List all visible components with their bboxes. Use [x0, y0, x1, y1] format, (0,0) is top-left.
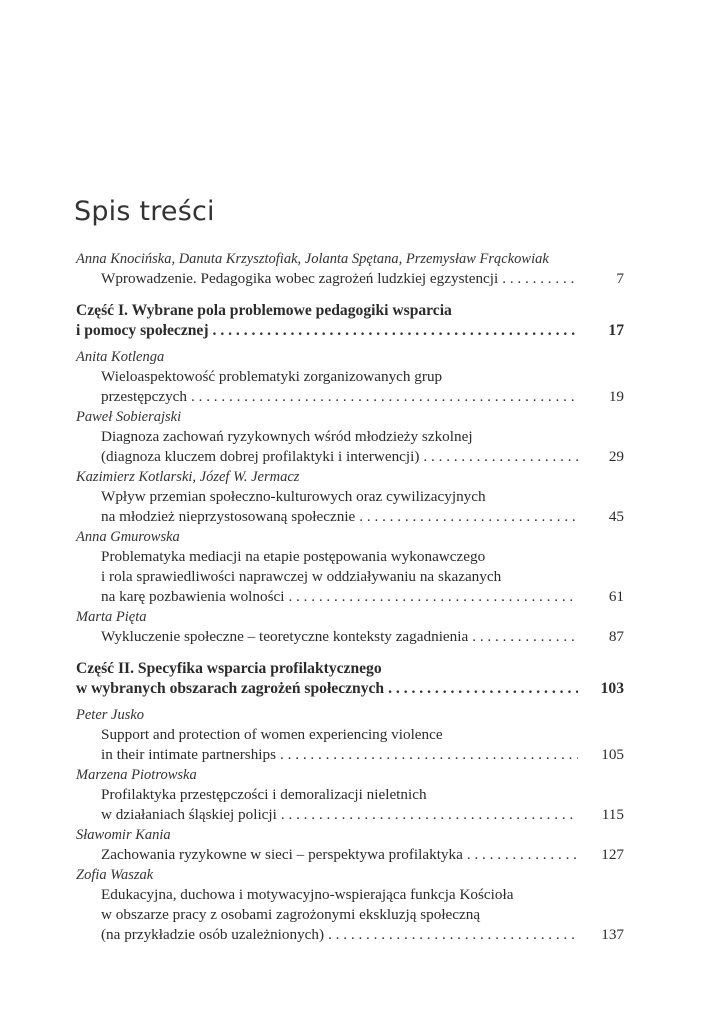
part-title-line2: w wybranych obszarach zagrożeń społecznych [76, 680, 385, 697]
entry-title-last: Wykluczenie społeczne – teoretyczne konteksty zagadnienia [101, 628, 469, 645]
entry-author: Zofia Waszak [76, 867, 154, 883]
entry-author: Paweł Sobierajski [76, 409, 182, 425]
page-number: 19 [608, 388, 624, 405]
page-number: 45 [608, 508, 624, 525]
toc-entry [76, 865, 624, 945]
dot-leader [419, 447, 578, 467]
toc-entry [76, 527, 624, 607]
entry-author: Anna Knocińska, Danuta Krzysztofiak, Jolanta Spętana, Przemysław Frąckowiak [76, 251, 549, 267]
entry-title-line: Wpływ przemian społeczno-kulturowych oraz cywilizacyjnych [101, 488, 486, 505]
part-heading-1 [76, 301, 624, 341]
entry-title-last: in their intimate partnerships [101, 746, 277, 763]
entry-title-last: Zachowania ryzykowne w sieci – perspektywa profilaktyka [101, 846, 463, 863]
toc-entry [76, 607, 624, 647]
dot-leader [468, 627, 578, 647]
part-heading-2 [76, 659, 624, 699]
entry-title-line: w obszarze pracy z osobami zagrożonymi ekskluzją społeczną [101, 906, 481, 923]
page-number: 115 [601, 806, 624, 823]
page-number: 105 [601, 746, 624, 763]
entry-author: Peter Jusko [76, 707, 145, 723]
entry-title: Wprowadzenie. Pedagogika wobec zagrożeń ludzkiej egzystencji [101, 270, 499, 287]
part-title-line2: i pomocy społecznej [76, 322, 209, 339]
toc-entry-intro [76, 249, 624, 289]
dot-leader [355, 507, 578, 527]
entry-author: Sławomir Kania [76, 827, 171, 843]
page-title: Spis treści [74, 196, 215, 227]
entry-title-last: na karę pozbawienia wolności [101, 588, 285, 605]
dot-leader [277, 805, 578, 825]
page-number: 127 [601, 846, 624, 863]
entry-title-line: i rola sprawiedliwości naprawczej w oddziaływaniu na skazanych [101, 568, 502, 585]
page-number: 103 [600, 680, 624, 697]
entry-author: Anna Gmurowska [76, 529, 180, 545]
dot-leader [284, 587, 578, 607]
entry-author: Kazimierz Kotlarski, Józef W. Jermacz [76, 469, 300, 485]
dot-leader [324, 925, 578, 945]
entry-author: Marzena Piotrowska [76, 767, 197, 783]
dot-leader [498, 269, 578, 289]
page-number: 61 [608, 588, 624, 605]
toc-entry [76, 765, 624, 825]
toc-entry [76, 347, 624, 407]
toc-entry [76, 467, 624, 527]
part-title-line1: Część I. Wybrane pola problemowe pedagogiki wsparcia [76, 302, 452, 319]
dot-leader [276, 745, 578, 765]
page-number: 7 [616, 270, 624, 287]
entry-title-line: Diagnoza zachowań ryzykownych wśród młodzieży szkolnej [101, 428, 473, 445]
entry-title-last: w działaniach śląskiej policji [101, 806, 277, 823]
entry-title-line: Wieloaspektowość problematyki zorganizowanych grup [101, 368, 443, 385]
entry-title-line: Support and protection of women experiencing violence [101, 726, 443, 743]
page-number: 29 [608, 448, 624, 465]
entry-title-line: Edukacyjna, duchowa i motywacyjno-wspierająca funkcja Kościoła [101, 886, 514, 903]
entry-title-line: Problematyka mediacji na etapie postępowania wykonawczego [101, 548, 486, 565]
toc-entry [76, 825, 624, 865]
table-of-contents [76, 249, 624, 945]
dot-leader [463, 845, 578, 865]
page-number: 87 [608, 628, 624, 645]
entry-title-last: (diagnoza kluczem dobrej profilaktyki i interwencji) [101, 448, 420, 465]
dot-leader [187, 387, 578, 407]
part-title-line1: Część II. Specyfika wsparcia profilaktycznego [76, 660, 382, 677]
entry-title-line: Profilaktyka przestępczości i demoralizacji nieletnich [101, 786, 427, 803]
toc-entry [76, 705, 624, 765]
entry-title-last: (na przykładzie osób uzależnionych) [101, 926, 325, 943]
entry-author: Marta Pięta [76, 609, 147, 625]
entry-title-last: przestępczych [101, 388, 188, 405]
dot-leader [384, 679, 578, 699]
entry-title-last: na młodzież nieprzystosowaną społecznie [101, 508, 356, 525]
page-number: 17 [608, 322, 624, 339]
dot-leader [209, 321, 578, 341]
entry-author: Anita Kotlenga [76, 349, 165, 365]
toc-entry [76, 407, 624, 467]
page-number: 137 [601, 926, 624, 943]
